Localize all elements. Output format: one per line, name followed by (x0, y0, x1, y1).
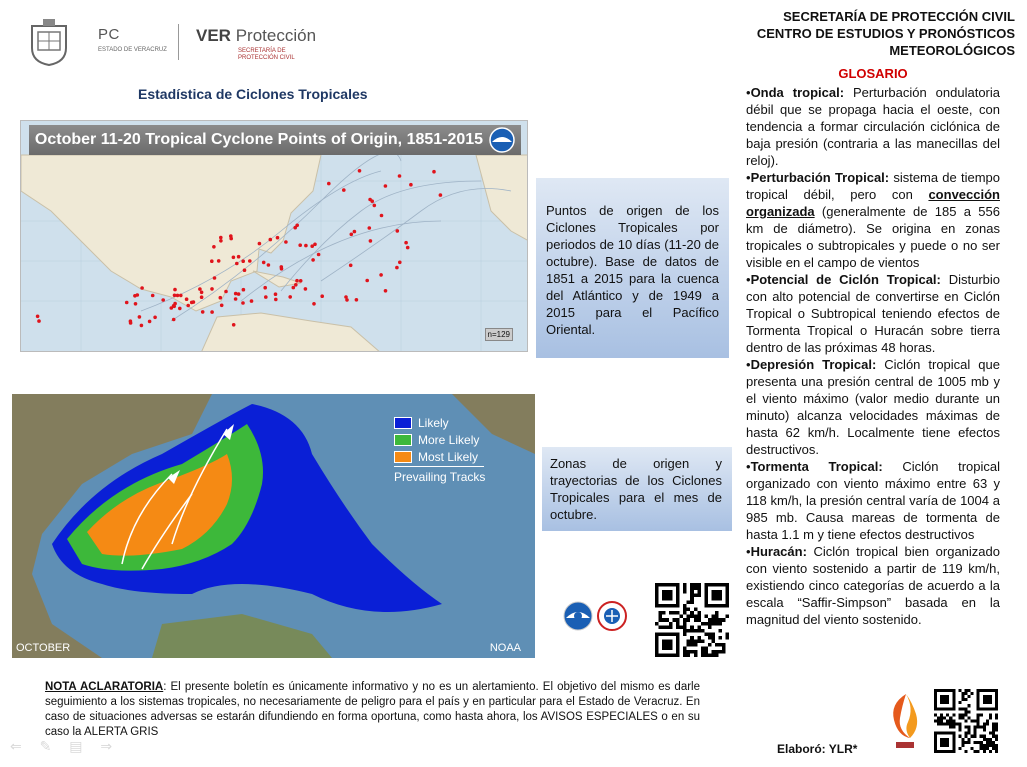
qr-code-icon-2 (933, 689, 999, 753)
origin-point (250, 299, 254, 303)
origin-point (267, 263, 271, 267)
map1-title: October 11-20 Tropical Cyclone Points of Origin, 1851-2015 (34, 131, 484, 148)
origin-point (173, 302, 177, 306)
glossary-term: Potencial de Ciclón Tropical: (750, 272, 941, 287)
origin-zones-description: Zonas de origen y trayectorias de los Ciclones Tropicales para el mes de octubre. (542, 447, 732, 531)
origin-point (248, 259, 252, 263)
section-title: Estadística de Ciclones Tropicales (138, 86, 368, 102)
origin-point (288, 295, 292, 299)
origin-point (304, 244, 308, 248)
origin-point (349, 264, 353, 268)
glossary-onda: •Onda tropical: Perturbación ondulatoria débil que se propaga hacia el oeste, con tendencia a formar circulación ciclónica de baja presión (contraria a las manecillas del reloj). (746, 85, 1000, 168)
glossary-term: Depresión Tropical: (750, 357, 877, 372)
origin-point (299, 279, 303, 283)
origin-point (280, 267, 284, 271)
origin-point (210, 287, 214, 291)
legend-prevailing-tracks (394, 466, 485, 484)
veracruz-seal-icon (28, 18, 70, 66)
origin-point (380, 214, 384, 218)
origin-point (161, 298, 165, 302)
disclaimer-label: NOTA ACLARATORIA (45, 681, 164, 693)
agency-line-2: CENTRO DE ESTUDIOS Y PRONÓSTICOS (756, 26, 1015, 41)
legend-more-likely (394, 433, 479, 447)
origin-point (148, 320, 152, 324)
origin-point (212, 245, 216, 249)
origin-point (313, 243, 317, 247)
glossary-def: sistema de tiempo tropical débil, pero con (746, 170, 1000, 202)
origin-point (129, 321, 133, 325)
origin-point (151, 294, 155, 298)
origin-point (396, 229, 400, 233)
legend-likely-label: Likely (418, 416, 449, 430)
origin-point (342, 188, 346, 192)
origin-point (37, 319, 41, 323)
origin-point (350, 233, 354, 237)
pc-logo-subtext: ESTADO DE VERACRUZ (98, 47, 167, 53)
glossary-term: Onda tropical: (750, 85, 845, 100)
origin-point (186, 304, 190, 308)
origin-point (173, 288, 177, 292)
origin-point (200, 291, 204, 295)
origin-point (229, 234, 233, 238)
origin-points-layer (21, 121, 528, 352)
origin-point (353, 230, 357, 234)
ver-logo-brand: VER (196, 26, 231, 45)
origin-point (398, 174, 402, 178)
legend-likely-swatch (394, 417, 412, 429)
legend-most-likely (394, 450, 478, 464)
origin-point (295, 279, 299, 283)
weather-service-logo-icon (597, 601, 627, 631)
origin-point (439, 193, 443, 197)
menu-icon[interactable]: ▤ (69, 738, 83, 754)
glossary-def: Ciclón tropical que presenta una presión central de 1005 mb y el viento máximo (valor medio durante un minuto) alcanza velocidades máximas de hasta 62 km/h. Localmente tiene efectos destructivos. (746, 357, 1000, 457)
origin-point (237, 255, 241, 259)
origin-point (232, 256, 236, 260)
ver-logo-word: Protección (235, 26, 317, 45)
origin-point (432, 170, 436, 174)
origin-point (210, 310, 214, 314)
prevailing-tracks-label: Prevailing Tracks (394, 470, 486, 484)
slide-nav (10, 738, 126, 755)
glossary-def: (generalmente de 185 a 556 km de diámetro). Se origina en zonas tropicales o subtropicales y puede o no ser visible en el campo de vientos (746, 204, 1000, 270)
origin-point (384, 289, 388, 293)
origin-point (176, 294, 180, 298)
origin-point (284, 240, 288, 244)
origin-point (269, 238, 273, 242)
glossary-term: Huracán: (750, 544, 807, 559)
map2-source-label: NOAA (489, 642, 521, 654)
origin-point (406, 246, 410, 250)
origin-point (219, 239, 223, 243)
ver-logo-sub1: SECRETARÍA DE (238, 48, 286, 54)
glossary-def: Perturbación ondulatoria débil que se propaga hacia el oeste, con tendencia a formar circulación ciclónica de baja presión (contraria a las manecillas del reloj). (746, 85, 1000, 168)
ver-logo-sub2: PROTECCIÓN CIVIL (238, 55, 295, 61)
origin-point (125, 301, 129, 305)
glossary-def: Ciclón tropical organizado con viento máximo entre 63 y 118 km/h, la presión central varía de 1004 a 985 mb. Causa mareas de tormenta de hasta 1.1 m y tiene efectos destructivos (746, 459, 1000, 542)
origin-point (241, 259, 245, 263)
agency-header (715, 8, 1015, 59)
origin-point (235, 262, 239, 266)
origin-point (368, 226, 372, 230)
origin-point (234, 297, 238, 301)
glossary-depresion: •Depresión Tropical: Ciclón tropical que presenta una presión central de 1005 mb y el viento máximo (valor medio durante un minuto) alcanza velocidades máximas de hasta 62 km/h. Localmente tiene efectos destructivos. (746, 357, 1000, 457)
origin-point (242, 288, 246, 292)
origin-point (320, 294, 324, 298)
agency-line-3: METEOROLÓGICOS (889, 43, 1015, 58)
origin-point (404, 241, 408, 245)
origin-point (243, 268, 247, 272)
disclaimer-text: : El presente boletín es únicamente informativo y no es un alertamiento. El objetivo del mismo es darle seguimiento a los sistemas tropicales, no necesariamente de peligro para el país y en particular para el Estado de Veracruz. En caso de situaciones adversas se estarán difundiendo en forma oportuna, como hasta ahora, los AVISOS ESPECIALES o en su caso la ALERTA GRIS (45, 681, 700, 738)
legend-more-likely-swatch (394, 434, 412, 446)
origin-point (258, 242, 262, 246)
glossary-perturbacion: •Perturbación Tropical: sistema de tiempo tropical débil, pero con convección organizada (generalmente de 185 a 556 km de diámetro). Se origina en zonas tropicales o subtropicales y puede o no ser visible en el campo de vientos (746, 170, 1000, 270)
author-credit: Elaboró: YLR* (777, 742, 858, 756)
noaa-logo-icon (563, 601, 593, 631)
origin-point (365, 279, 369, 283)
origin-point (220, 304, 224, 308)
origin-point (274, 298, 278, 302)
ver-proteccion-logo (196, 26, 316, 62)
origin-point (192, 300, 196, 304)
qr-code-icon (655, 583, 729, 657)
header-logos (28, 18, 328, 68)
origin-point (327, 182, 331, 186)
origin-point (224, 290, 228, 294)
glossary-underlined: convección organizada (746, 187, 1000, 219)
origin-point (345, 298, 349, 302)
map2-month-label: OCTOBER (16, 642, 71, 654)
origin-point (172, 318, 176, 322)
origin-point (136, 293, 140, 297)
origin-point (292, 286, 296, 290)
origin-point (395, 266, 399, 270)
origin-point (241, 301, 245, 305)
points-of-origin-map (20, 120, 528, 352)
glossary-def: Ciclón tropical bien organizado con viento sostenido a partir de 119 km/h, existiendo cinco categorías de acuerdo a la escala “Saffir-Simpson” basada en la magnitud del viento sostenido. (746, 544, 1000, 627)
origin-point (134, 302, 138, 306)
origin-point (201, 310, 205, 314)
origin-point (232, 323, 236, 327)
origin-point (263, 286, 267, 290)
origin-point (178, 307, 182, 311)
forward-arrow-icon[interactable]: ⇒ (100, 738, 113, 754)
logo-divider (178, 24, 179, 60)
sample-size-label: n=129 (485, 328, 513, 341)
origin-point (373, 204, 377, 208)
origin-point (210, 259, 214, 263)
origin-point (379, 273, 383, 277)
legend-more-likely-label: More Likely (418, 433, 480, 447)
glossary-tormenta: •Tormenta Tropical: Ciclón tropical organizado con viento máximo entre 63 y 118 km/h, la presión central varía de 1004 a 985 mb. Causa mareas de tormenta de hasta 1.1 m y tiene efectos destructivos (746, 459, 1000, 542)
disclaimer-note (45, 680, 700, 740)
origin-point (409, 183, 413, 187)
origin-point (138, 315, 142, 319)
origin-point (185, 297, 189, 301)
origin-point (294, 283, 298, 287)
origin-point (179, 294, 183, 298)
glossary (746, 84, 1000, 628)
origin-point (369, 239, 373, 243)
origin-point (217, 259, 221, 263)
legend-most-likely-label: Most Likely (418, 450, 479, 464)
legend-most-likely-swatch (394, 451, 412, 463)
origin-point (398, 261, 402, 265)
back-arrow-icon[interactable]: ⇐ (10, 738, 22, 754)
pen-icon[interactable]: ✎ (39, 738, 52, 754)
origin-point (262, 261, 266, 265)
origin-point (213, 276, 217, 280)
origin-point (298, 243, 302, 247)
origin-point (384, 184, 388, 188)
origin-point (311, 258, 315, 262)
origin-point (140, 324, 144, 328)
proteccion-civil-logo-icon (884, 690, 924, 752)
agency-line-1: SECRETARÍA DE PROTECCIÓN CIVIL (783, 9, 1015, 24)
pc-logo-text: PC (98, 26, 120, 43)
glossary-term: Tormenta Tropical: (750, 459, 883, 474)
origin-point (219, 236, 223, 240)
origin-point (317, 253, 321, 257)
origin-point (293, 226, 297, 230)
origin-point (358, 169, 362, 173)
glossary-term: Perturbación Tropical: (750, 170, 890, 185)
legend-likely (394, 416, 449, 430)
origin-point (274, 292, 278, 296)
origin-point (370, 199, 374, 203)
glossary-huracan: •Huracán: Ciclón tropical bien organizado con viento sostenido a partir de 119 km/h, existiendo cinco categorías de acuerdo a la escala “Saffir-Simpson” basada en la magnitud del viento sostenido. (746, 544, 1000, 627)
glossary-potencial: •Potencial de Ciclón Tropical: Disturbio con alto potencial de convertirse en Ciclón Tropical o Subtropical teniendo efectos de Tormenta Tropical o Huracán sobre tierra dentro de las próximas 48 horas. (746, 272, 1000, 355)
origin-point (219, 296, 223, 300)
origin-zones-map (12, 394, 535, 658)
origin-point (237, 292, 241, 296)
origin-point (312, 302, 316, 306)
origin-point (276, 236, 280, 240)
origin-point (36, 315, 40, 319)
origin-point (304, 287, 308, 291)
glossary-title: GLOSARIO (838, 66, 908, 81)
origin-point (200, 295, 204, 299)
origin-point (140, 286, 144, 290)
points-of-origin-description: Puntos de origen de los Ciclones Tropicales por periodos de 10 días (11-20 de octubre). Base de datos de 1851 a 2015 para la cuenca del Atlántico y de 1949 a 2015 para el Pacífico Oriental. (536, 178, 729, 358)
origin-point (198, 287, 202, 291)
origin-point (355, 298, 359, 302)
origin-point (264, 295, 268, 299)
origin-point (153, 316, 157, 320)
glossary-def: Disturbio con alto potencial de convertirse en Ciclón Tropical o Subtropical teniendo efectos de Tormenta Tropical o Huracán sobre tierra dentro de las próximas 48 horas. (746, 272, 1000, 355)
pc-logo (98, 26, 167, 53)
